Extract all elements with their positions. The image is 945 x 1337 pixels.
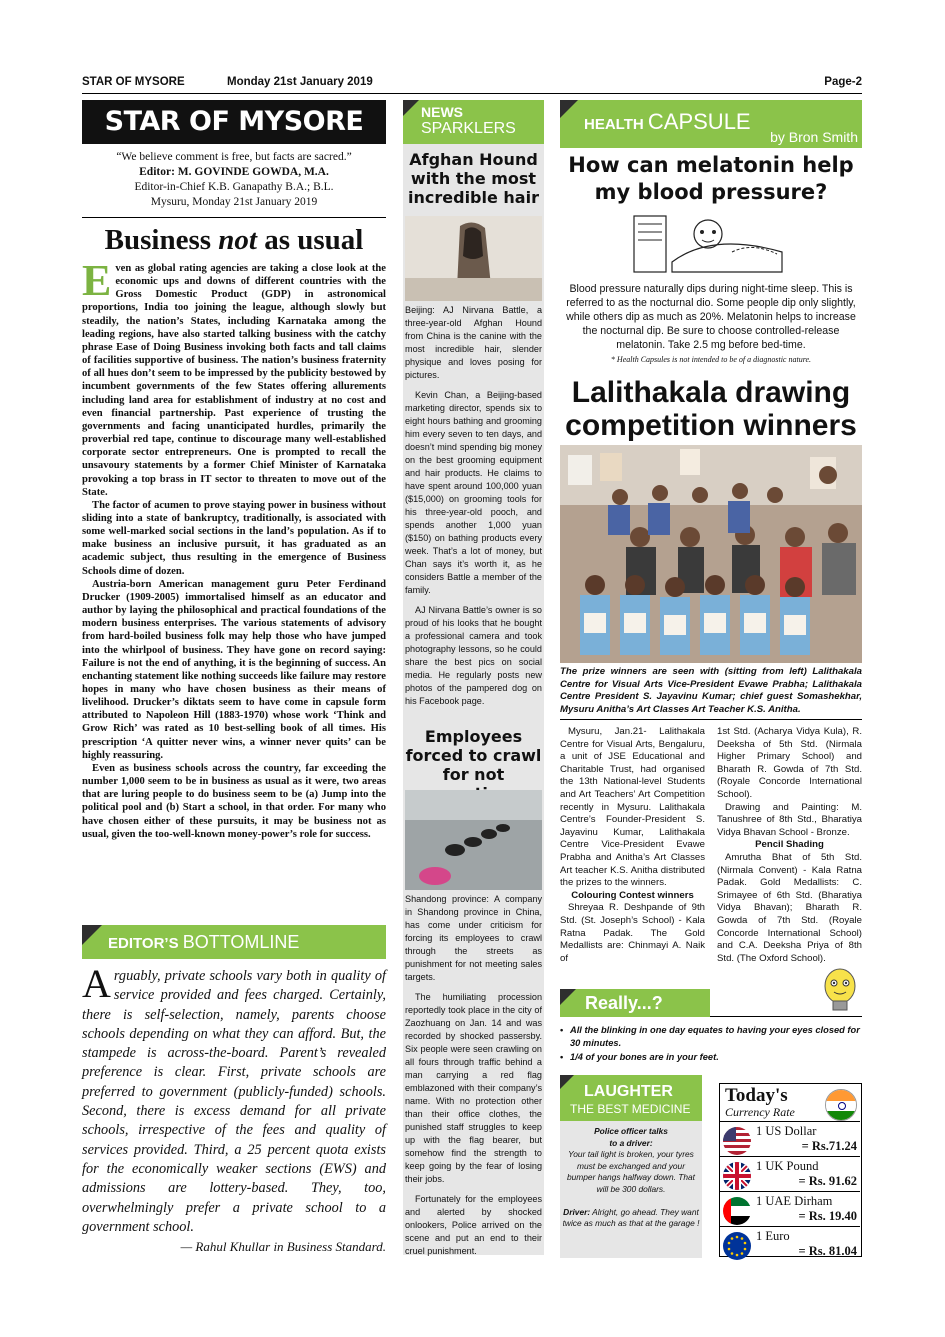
news-sparklers-head-line2: SPARKLERS (421, 120, 516, 137)
health-disclaimer: * Health Capsules is not intended to be of a diagnostic nature. (610, 355, 812, 364)
currency-value: = Rs. 91.62 (798, 1174, 857, 1188)
lalithakala-subhead: Colouring Contest winners (571, 889, 694, 901)
uae-flag-icon (723, 1197, 751, 1225)
editorial-paragraph: Even as business schools across the country, far exceeding the number 1,000 seem to be in business as usual as it were, two areas that are luring people to do business seem to be (a) Jump into the political pool and (b) Start a school, in that order. For many who have chosen either of these pursuits, it may be business not as usual, given the too-well-known money-power’s role for success. (82, 762, 386, 840)
corner-triangle-icon (560, 1075, 574, 1089)
header-page-number: Page-2 (824, 76, 862, 88)
india-flag-icon (825, 1089, 857, 1121)
currency-value: = Rs.71.24 (801, 1139, 857, 1153)
story2-body (405, 893, 542, 1265)
editorial-title (82, 222, 386, 258)
really-rule (710, 1016, 862, 1017)
corner-triangle-icon (560, 989, 576, 1005)
story2-paragraph: Fortunately for the employees and alerted by shocked onlookers, Police arrived on the scene and put an end to their cruel punishment. (405, 1194, 542, 1256)
lalithakala-paragraph: Mysuru, Jan.21- Lalithakala Centre for Visual Arts, Bengaluru, a unit of JSE Educational and Charitable Trust, had organised the 13th National-level Students and Art Teachers’ Art Competition recently in Mysuru. Lalithakala Centre’s Founder-President S. Jayavinu Kumar, Lalithakala Centre Vice-President Evawe Prabha and Anitha’s Art Classes Art teacher K.S. Anitha distributed the prizes to the winners. (560, 726, 705, 889)
currency-row-usd (720, 1121, 860, 1156)
masthead-block (82, 150, 386, 210)
bottomline-text: rguably, private schools vary both in quality of service provided and fees charged. Certainly, there is self-selection, namely, parents choose schools depending on what they can afford. But, the stampede is across-the-board. Parent’s revealed preference is clear. First, private schools are preferred to government (publicly-funded) schools. Second, there is excess demand for all private schools, irrespective of the fees and quality of services provided. Third, a 25 percent quota exists for the economically weaker sections (EWS) and admissions are lottery-based. They, too, overwhelmingly prefer a private school to a government school. (82, 968, 386, 1235)
laughter-driver-text: Alright, go ahead. They want twice as much as that at the garage ! (562, 1206, 700, 1229)
story1-paragraph: Beijing: AJ Nirvana Battle, a three-year-old Afghan Hound from China is the canine with the most incredible hair, slender physique and loves posing for pictures. (405, 305, 542, 380)
currency-name: 1 Euro (756, 1229, 790, 1243)
editorial-paragraph (82, 256, 386, 499)
really-item: • 1/4 of your bones are in your feet. (560, 1051, 862, 1064)
currency-name: 1 US Dollar (756, 1124, 817, 1138)
laughter-header (560, 1075, 702, 1121)
health-illustration (632, 212, 790, 276)
currency-row-gbp (720, 1156, 860, 1191)
editorial-dropcap: E (82, 256, 112, 305)
laughter-title-line2: to a driver: (609, 1137, 653, 1148)
bottomline-header (82, 925, 386, 959)
eu-flag-icon (723, 1232, 751, 1260)
corner-triangle-icon (82, 925, 102, 945)
editorial-body (82, 256, 386, 841)
lalithakala-paragraph: Amrutha Bhat of 5th Std. (Nirmala Convent) - Kala Ratna Padak. Gold Medallists: C. Srimayee of 6th Std. (Bharatiya Vidya Bhavan); Bharath R. Gowda of 7th Std. (Royale Concorde International School) and C.A. Deeksha Priya of 8th Std. (The Oxford School). (717, 851, 862, 964)
editorial-rule (82, 217, 386, 218)
lalithakala-title: Lalithakala drawing competition winners (565, 376, 857, 442)
news-sparklers-header (403, 100, 544, 144)
lalithakala-group-photo (560, 445, 862, 663)
story1-paragraph: Kevin Chan, a Beijing-based marketing director, spends six to eight hours bathing and grooming him every seven to ten days, and doesn’t mind spending big money on the best grooming equipment and hair products. He claims to have spent around 100,000 yuan ($15,000) on grooming tools for his three-year-old pooch, and spends another 1,000 yuan ($150) on bathing products every week. That’s a lot of money, but Chan says it’s worth it, as he considers Battle a member of the family. (405, 390, 542, 595)
bottomline-source: — Rahul Khullar in Business Standard. (180, 1239, 386, 1254)
health-article-title: How can melatonin help my blood pressure? (568, 153, 854, 204)
editorial-title-part: as usual (256, 224, 364, 256)
header-date: Monday 21st January 2019 (227, 76, 373, 88)
laughter-head-line1: LAUGHTER (584, 1083, 673, 1100)
laughter-body (562, 1126, 700, 1230)
story1-paragraph: AJ Nirvana Battle’s owner is so proud of his looks that he bought a professional camera and took photography lessons, so he could share the best pics on social media. He regularly posts new photos of the pampered dog on his Facebook page. (405, 605, 542, 706)
laughter-head-line2: THE BEST MEDICINE (570, 1102, 691, 1116)
editorial-paragraph: The factor of acumen to prove staying power in business without sliding into a state of bankruptcy, traditionally, is associated with some well-marked social sections in the land’s population. As if to make business an inclusive pursuit, it has graduated as an academic subject, thus resulting in the emergence of Business Schools dime of dozen. (82, 499, 386, 577)
currency-value: = Rs. 19.40 (798, 1209, 857, 1223)
laughter-driver-label: Driver: (563, 1206, 591, 1217)
bottomline-dropcap: A (82, 961, 111, 1006)
currency-name: 1 UAE Dirham (756, 1194, 833, 1208)
story1-title: Afghan Hound with the most incredible hair (408, 150, 539, 207)
lightbulb-icon (818, 966, 862, 1016)
health-head-b: CAPSULE (647, 109, 751, 134)
lalithakala-paragraph: Drawing and Painting: M. Tanushree of 8th Std., Bharatiya Vidya Bhavan School - Bronze. (717, 801, 862, 838)
bottomline-head-b: BOTTOMLINE (182, 932, 300, 952)
header-rule (82, 93, 862, 94)
currency-title: Today's (725, 1085, 788, 1106)
crawling-employees-photo (405, 790, 542, 890)
lalithakala-column-1 (560, 726, 705, 965)
masthead-editor: Editor: M. GOVINDE GOWDA, M.A. (139, 166, 329, 178)
laughter-officer-line: Your tail light is broken, your tyres must be exchanged and your bumper hangs halfway down. That will be 300 dollars. (566, 1149, 696, 1194)
currency-value: = Rs. 81.04 (798, 1244, 857, 1258)
lalithakala-paragraph: 1st Std. (Acharya Vidya Kula), R. Deeksha of 5th Std. (Nirmala Higher Primary School) and Bharath R. Gowda of 7th Std. (Royale Concorde International School). (717, 726, 862, 800)
masthead-editor-in-chief: Editor-in-Chief K.B. Ganapathy B.A.; B.L. (134, 181, 334, 193)
currency-name: 1 UK Pound (756, 1159, 819, 1173)
currency-row-aed (720, 1191, 860, 1226)
lalithakala-subhead: Pencil Shading (755, 839, 824, 851)
currency-row-eur (720, 1226, 860, 1257)
currency-subtitle: Currency Rate (725, 1105, 795, 1119)
story2-paragraph: Shandong province: A company in Shandong province in China, has come under criticism for forcing its employees to crawl through the streets as punishment for not meeting sales targets. (405, 894, 542, 982)
us-flag-icon (723, 1127, 751, 1155)
page-header (82, 76, 862, 92)
uk-flag-icon (723, 1162, 751, 1190)
health-head-a: HEALTH (584, 116, 648, 133)
lalithakala-paragraph: Shreyaa R. Deshpande of 9th Std. (St. Joseph’s School) - Kala Ratna Padak. The Gold Medallists are: Chinmayi A. Naik of (560, 902, 705, 964)
editorial-paragraph: Austria-born American management guru Peter Ferdinand Drucker (1909-2005) immortalised himself as an educator and author by laying the philosophical and practical foundations of the modern business enterprises. The various statements of advisory from hard-boiled business folk may help those who have jumped into the whirlpool of business. They have gone on record saying: Failure is not the end of anything, it is the beginning of success. An enchanting statement like nothing succeeds like failure may restore hopes in many who have chosen business as their means of livelihood. Drucker’s diktats seem to have come in capsule form attributed to Napoleon Hill (1883-1970) whose work ‘Think and Grow Rich’ was rated as 10 best-selling book of all times. His prescription ‘A quitter never wins, a winner never quits’ can be highly reassuring. (82, 578, 386, 761)
editorial-title-emphasis: not (218, 224, 257, 256)
bottomline-head-a: EDITOR’S (108, 935, 183, 952)
health-capsule-title (584, 110, 751, 137)
really-header (560, 989, 710, 1017)
masthead-logo: STAR OF MYSORE (82, 100, 386, 144)
lalithakala-column-2 (717, 726, 862, 965)
lalithakala-caption: The prize winners are seen with (sitting from left) Lalithakala Centre for Visual Arts Vice-President Evawe Prabha; Lalithakala Centre President S. Jayavinu Kumar; chief guest Somashekhar, Mysuru Anitha’s Art Classes Art Teacher K.S. Anitha. (560, 666, 862, 715)
corner-triangle-icon (560, 100, 578, 118)
story1-body (405, 304, 542, 715)
afghan-hound-photo (405, 216, 542, 301)
editorial-paragraph-text: ven as global rating agencies are taking a close look at the economic ups and downs of different countries with the Gross Domestic Product (GDP) in astronomical proportions, India too joining the league, although slowly but steadily, the nation’s States, including Karnataka among the leading regions, have also started talking business with the catchy phrase Ease of Doing Business invoking both facts and tall claims of facilities supportive of business. The nation’s business fraternity of all hues don’t seem to be impressed by the publicity bestowed by incumbent governments of the few States offering allurements including land area for establishment of industry at no cost and even financial partnership. Past experience of trusting the governments and facing unanticipated hurdles, primarily the proverbial red tape, continue to discourage many well-established corporate sector entrepreneurs. One is prompted to recall the unsavoury statements by a former Chief Minister of Karnataka provoking a top brass in IT sector to threaten to move out of the State. (82, 263, 386, 498)
story2-paragraph: The humiliating procession reportedly took place in the city of Zaozhuang on Jan. 14 and was recorded by shocked passersby. Six people were seen crawling on all fours through traffic behind a man carrying a red flag emblazoned with their company’s name. With no protection other than their office clothes, the punished staff struggles to keep up with the flag bearer, but somehow find the strength to keep going by the fear of losing their jobs. (405, 992, 542, 1184)
lalithakala-rule (560, 719, 862, 720)
health-byline: by Bron Smith (770, 129, 858, 145)
laughter-title-line1: Police officer talks (594, 1126, 668, 1136)
editorial-title-part: Business (104, 224, 219, 256)
currency-box (719, 1083, 862, 1257)
corner-triangle-icon (403, 100, 419, 116)
news-sparklers-head-line1: NEWS (421, 104, 463, 120)
masthead-quote: “We believe comment is free, but facts are sacred.” (116, 151, 352, 163)
masthead-dateline: Mysuru, Monday 21st January 2019 (150, 196, 318, 208)
story2-title: Employees forced to crawl for not (405, 727, 542, 784)
really-item: • All the blinking in one day equates to having your eyes closed for 30 minutes. (560, 1024, 862, 1049)
health-body: Blood pressure naturally dips during night-time sleep. This is referred to as the nocturnal dio. Some people dip only slightly, while others dip as much as 20%. Melatonin helps to increase the nocturnal dip. Be sure to choose controlled-release melatonin. Take 2.5 mg before bed-time. (566, 283, 856, 352)
really-list (560, 1024, 862, 1066)
really-head: Really...? (585, 993, 663, 1013)
laughter-driver-line (562, 1207, 700, 1230)
bottomline-body (82, 961, 386, 1237)
header-paper-name: STAR OF MYSORE (82, 76, 185, 88)
health-capsule-header (560, 100, 862, 148)
